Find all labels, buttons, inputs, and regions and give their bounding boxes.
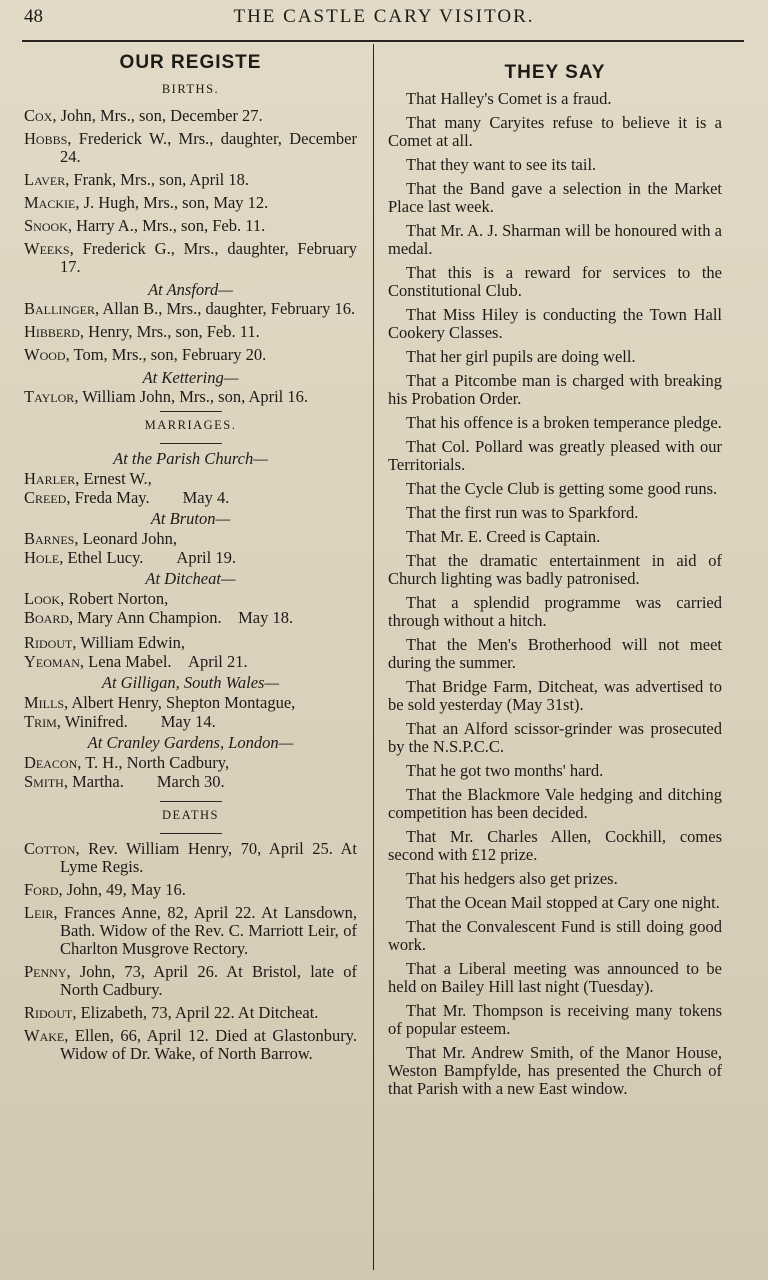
they-say-item: That his offence is a broken temperance pledge. [406, 413, 722, 432]
they-say-item: That he got two months' hard. [406, 761, 604, 780]
birth-entry: Weeks, Frederick G., Mrs., daughter, February 17. [24, 239, 357, 276]
they-say-list [388, 90, 722, 1098]
marriages-list [24, 450, 357, 791]
marriage-party: Mills, Albert Henry, Shepton Montague, [24, 693, 296, 712]
they-say-item: That her girl pupils are doing well. [406, 347, 636, 366]
marriage-place: At Gilligan, South Wales— [101, 673, 280, 692]
marriage-place: At the Parish Church— [113, 449, 268, 468]
they-say-item: That Mr. Thompson is receiving many tokens of popular esteem. [388, 1001, 722, 1038]
marriage-entry [24, 674, 357, 731]
place-kettering: At Kettering— [142, 368, 239, 387]
birth-entry: Hobbs, Frederick W., Mrs., daughter, December 24. [24, 129, 357, 166]
marriage-party: Board, Mary Ann Champion. May 18. [24, 608, 294, 627]
they-say-item: That Mr. Charles Allen, Cockhill, comes second with £12 prize. [388, 827, 722, 864]
they-say-item: That his hedgers also get prizes. [406, 869, 618, 888]
they-say-item: That the dramatic entertainment in aid of Church lighting was badly patronised. [388, 551, 722, 588]
births-heading: BIRTHS. [161, 82, 220, 96]
they-say-item: That many Caryites refuse to believe it is a Comet at all. [388, 113, 722, 150]
birth-entry: Laver, Frank, Mrs., son, April 18. [24, 170, 249, 189]
marriage-party: Deacon, T. H., North Cadbury, [24, 753, 230, 772]
death-entry: Cotton, Rev. William Henry, 70, April 25. At Lyme Regis. [24, 839, 357, 876]
marriage-entry [24, 510, 357, 567]
marriage-place: At Ditcheat— [145, 569, 236, 588]
marriage-party: Look, Robert Norton, [24, 589, 169, 608]
section-rule [160, 833, 222, 834]
place-ansford: At Ansford— [148, 280, 233, 299]
they-say-item: That they want to see its tail. [406, 155, 597, 174]
marriage-place: At Cranley Gardens, London— [87, 733, 294, 752]
column-divider [373, 44, 374, 1270]
births-list [24, 107, 357, 406]
marriages-heading: MARRIAGES. [144, 418, 237, 432]
they-say-item: That the Convalescent Fund is still doing good work. [388, 917, 722, 954]
they-say-item: That the Men's Brotherhood will not meet during the summer. [388, 635, 722, 672]
birth-entry: Mackie, J. Hugh, Mrs., son, May 12. [24, 193, 269, 212]
birth-entry: Snook, Harry A., Mrs., son, Feb. 11. [24, 216, 266, 235]
marriage-party: Harler, Ernest W., [24, 469, 152, 488]
marriage-party: Barnes, Leonard John, [24, 529, 178, 548]
marriage-entry [24, 450, 357, 507]
birth-entry: Taylor, William John, Mrs., son, April 16. [24, 387, 309, 406]
they-say-item: That Halley's Comet is a fraud. [406, 89, 612, 108]
they-say-item: That an Alford scissor-grinder was prosecuted by the N.S.P.C.C. [388, 719, 722, 756]
section-rule [160, 443, 222, 444]
birth-entry: Wood, Tom, Mrs., son, February 20. [24, 345, 267, 364]
death-entry: Ford, John, 49, May 16. [24, 880, 186, 899]
header-rule [22, 40, 744, 42]
they-say-item: That the Ocean Mail stopped at Cary one night. [406, 893, 720, 912]
they-say-item: That Mr. E. Creed is Captain. [406, 527, 601, 546]
they-say-item: That this is a reward for services to the Constitutional Club. [388, 263, 722, 300]
birth-entry: Ballinger, Allan B., Mrs., daughter, February 16. [24, 299, 356, 318]
marriage-entry [24, 570, 357, 627]
they-say-item: That the Cycle Club is getting some good runs. [406, 479, 718, 498]
register-column [24, 50, 357, 1068]
they-say-heading: THEY SAY [504, 62, 606, 83]
section-rule [160, 411, 222, 412]
death-entry: Wake, Ellen, 66, April 12. Died at Glastonbury. Widow of Dr. Wake, of North Barrow. [24, 1026, 357, 1063]
death-entry: Ridout, Elizabeth, 73, April 22. At Ditcheat. [24, 1003, 319, 1022]
they-say-item: That a splendid programme was carried through without a hitch. [388, 593, 722, 630]
marriage-party: Yeoman, Lena Mabel. April 21. [24, 652, 248, 671]
marriage-place: At Bruton— [150, 509, 231, 528]
they-say-item: That a Pitcombe man is charged with breaking his Probation Order. [388, 371, 722, 408]
they-say-item: That Mr. A. J. Sharman will be honoured with a medal. [388, 221, 722, 258]
marriage-party: Hole, Ethel Lucy. April 19. [24, 548, 236, 567]
page-number: 48 [24, 6, 43, 27]
they-say-item: That the first run was to Sparkford. [406, 503, 639, 522]
deaths-heading: DEATHS [162, 808, 219, 822]
they-say-item: That Bridge Farm, Ditcheat, was advertised to be sold yesterday (May 31st). [388, 677, 722, 714]
section-rule [160, 801, 222, 802]
death-entry: Leir, Frances Anne, 82, April 22. At Lansdown, Bath. Widow of the Rev. C. Marriott Leir, of Charlton Musgrove Rectory. [24, 903, 357, 958]
marriage-party: Smith, Martha. March 30. [24, 772, 225, 791]
marriage-party: Trim, Winifred. May 14. [24, 712, 216, 731]
marriage-party: Creed, Freda May. May 4. [24, 488, 230, 507]
page-header [0, 0, 768, 40]
they-say-item: That the Blackmore Vale hedging and ditching competition has been decided. [388, 785, 722, 822]
death-entry: Penny, John, 73, April 26. At Bristol, late of North Cadbury. [24, 962, 357, 999]
deaths-list [24, 840, 357, 1063]
they-say-item: That the Band gave a selection in the Market Place last week. [388, 179, 722, 216]
they-say-item: That Miss Hiley is conducting the Town Hall Cookery Classes. [388, 305, 722, 342]
birth-entry: Hibberd, Henry, Mrs., son, Feb. 11. [24, 322, 260, 341]
they-say-item: That Col. Pollard was greatly pleased with our Territorials. [388, 437, 722, 474]
marriage-party: Ridout, William Edwin, [24, 633, 186, 652]
they-say-column [388, 62, 722, 1104]
marriage-entry [24, 734, 357, 791]
they-say-item: That Mr. Andrew Smith, of the Manor House, Weston Bampfylde, has presented the Church of that Parish with a new East window. [388, 1043, 722, 1098]
marriage-entry [24, 633, 357, 671]
they-say-item: That a Liberal meeting was announced to be held on Bailey Hill last night (Tuesday). [388, 959, 722, 996]
journal-title: THE CASTLE CARY VISITOR. [233, 6, 535, 27]
birth-entry: Cox, John, Mrs., son, December 27. [24, 106, 263, 125]
register-heading: OUR REGISTE [119, 52, 262, 73]
